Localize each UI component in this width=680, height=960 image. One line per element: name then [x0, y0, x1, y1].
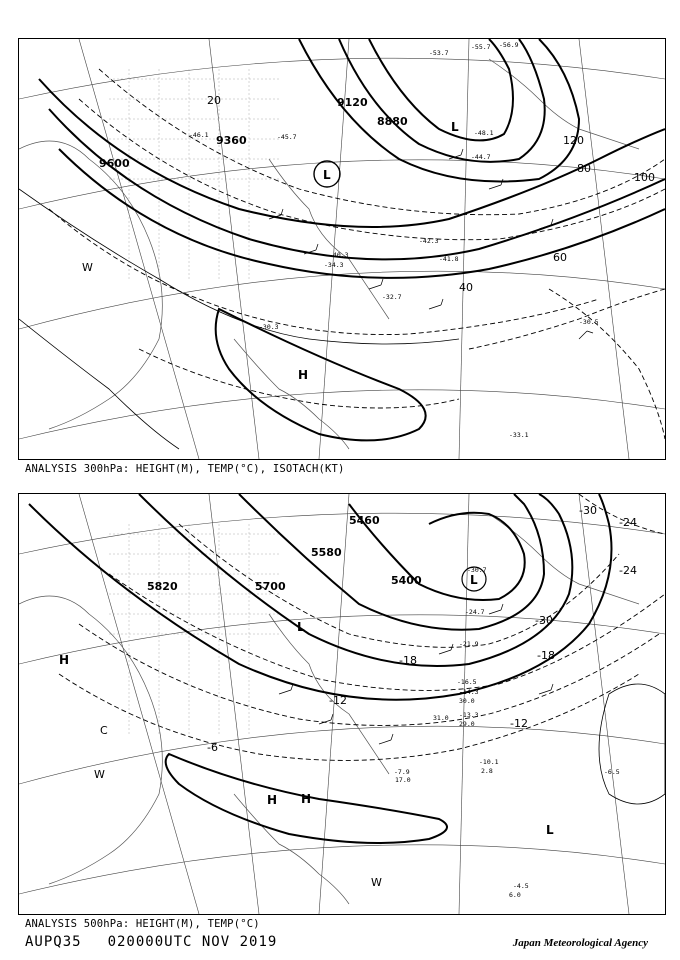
obs-value: -10.1	[479, 758, 499, 766]
temp-label: -12	[510, 717, 528, 730]
temp-label: -6	[207, 741, 218, 754]
obs-value: 29.0	[459, 720, 475, 728]
height-label-5460: 5460	[349, 514, 380, 527]
temp-label: -12	[329, 694, 347, 707]
obs-value: -4.5	[513, 882, 529, 890]
obs-value: -14.3	[459, 688, 479, 696]
height-label-9360: 9360	[216, 134, 247, 147]
obs-value: 30.0	[459, 697, 475, 705]
chart-id-line	[25, 934, 303, 950]
temp-obs: -48.1	[474, 129, 494, 137]
warm-label: W	[82, 261, 93, 274]
agency-credit: Japan Meteorological Agency	[512, 937, 648, 949]
height-label-8880: 8880	[377, 115, 408, 128]
obs-value: -24.7	[465, 608, 485, 616]
isotach-label-100: 100	[634, 171, 655, 184]
low-center-2: L	[451, 120, 459, 134]
obs-grid	[109, 69, 279, 279]
temp-obs: -45.7	[277, 133, 297, 141]
cold-label: C	[100, 724, 108, 737]
temp-label: -18	[537, 649, 555, 662]
map-500hpa-svg	[19, 494, 665, 914]
warm-label-2: W	[371, 876, 382, 889]
temp-obs: -56.9	[499, 41, 519, 49]
temp-label: -24	[619, 564, 637, 577]
isotach-label-40: 40	[459, 281, 473, 294]
temp-obs: -42.3	[419, 237, 439, 245]
obs-value: 17.0	[395, 776, 411, 784]
low-center-1: L	[323, 168, 331, 182]
isotach-label-20: 20	[207, 94, 221, 107]
height-label-5400: 5400	[391, 574, 422, 587]
obs-grid	[109, 524, 279, 734]
temp-label: -30	[579, 504, 597, 517]
height-label-5580: 5580	[311, 546, 342, 559]
temp-obs: -41.8	[439, 255, 459, 263]
temp-obs: -34.3	[324, 261, 344, 269]
isotach-label-120: 120	[563, 134, 584, 147]
obs-value: -30.7	[467, 566, 487, 574]
temp-label: -24	[619, 516, 637, 529]
temp-obs: -33.1	[509, 431, 529, 439]
temp-obs: -55.7	[471, 43, 491, 51]
temp-obs: -53.7	[429, 49, 449, 57]
high-center: H	[298, 368, 309, 382]
coastlines	[19, 514, 639, 904]
warm-label-1: W	[94, 768, 105, 781]
temp-obs: -44.7	[471, 153, 491, 161]
obs-value: -21.9	[459, 640, 479, 648]
height-label-5820: 5820	[147, 580, 178, 593]
temp-obs: -32.7	[382, 293, 402, 301]
high-center-small: H	[267, 793, 278, 807]
map-300hpa-svg	[19, 39, 665, 459]
isotach-label-80: 80	[577, 162, 591, 175]
obs-value: -6.5	[604, 768, 620, 776]
obs-value: -13.3	[459, 711, 479, 719]
analysis-300hpa-map	[18, 38, 666, 460]
low-center-east: L	[546, 823, 554, 837]
height-label-9600: 9600	[99, 157, 130, 170]
obs-value: -16.5	[457, 678, 477, 686]
temp-label: -18	[399, 654, 417, 667]
caption-500hpa: ANALYSIS 500hPa: HEIGHT(M), TEMP(°C)	[25, 918, 260, 930]
low-center-small: L	[297, 620, 305, 634]
obs-value: 2.8	[481, 767, 493, 775]
obs-value: 6.0	[509, 891, 521, 899]
analysis-time: 020000UTC NOV 2019	[107, 934, 278, 950]
analysis-500hpa-map	[18, 493, 666, 915]
isotach-label-60: 60	[553, 251, 567, 264]
temp-obs: -40.3	[329, 251, 349, 259]
height-label-5700: 5700	[255, 580, 286, 593]
obs-value: 31.0	[433, 714, 449, 722]
temp-label: -30	[535, 614, 553, 627]
temp-obs: -30.3	[259, 323, 279, 331]
chart-code: AUPQ35	[25, 934, 82, 950]
low-center-main: L	[470, 573, 478, 587]
height-label-9120: 9120	[337, 96, 368, 109]
high-center-south: H	[301, 792, 312, 806]
temp-obs: -30.5	[579, 318, 599, 326]
caption-300hpa: ANALYSIS 300hPa: HEIGHT(M), TEMP(°C), ISOTACH(KT)	[25, 463, 345, 475]
temp-obs: -46.1	[189, 131, 209, 139]
obs-value: -7.9	[394, 768, 410, 776]
high-center-west: H	[59, 653, 70, 667]
